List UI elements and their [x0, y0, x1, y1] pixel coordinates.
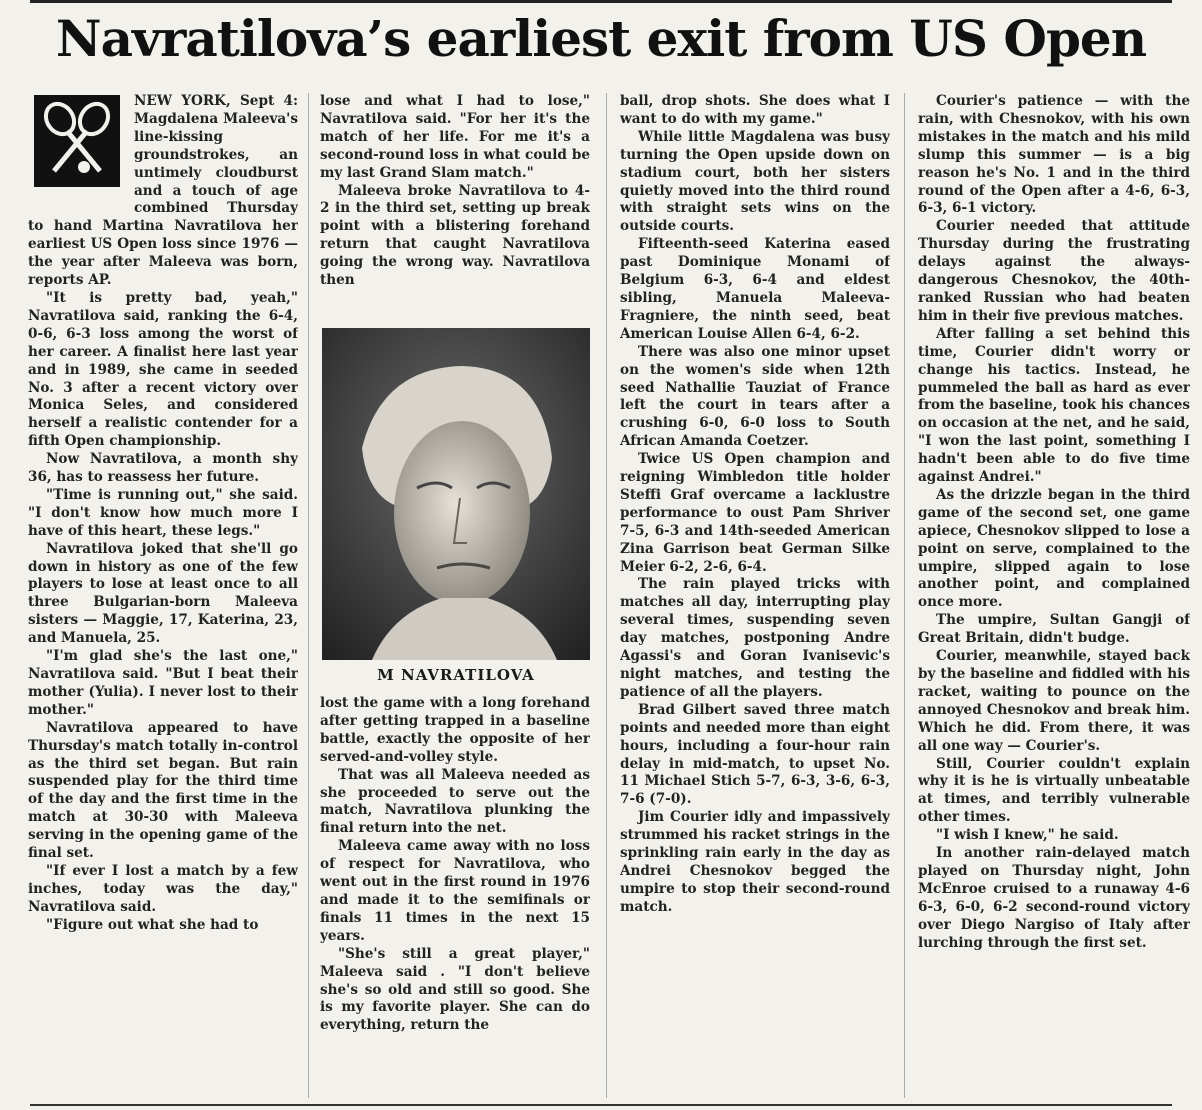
bottom-rule [30, 1104, 1172, 1106]
column-divider [904, 93, 905, 1098]
paragraph: Still, Courier couldn't explain why it is he is virtually unbeatable at times, and terribly vulnerable other times. [918, 755, 1190, 826]
paragraph: Navratilova appeared to have Thursday's match totally in-control as the third set began. But rain suspended play for the third time of the day and the first time in the match at 30-30 with Maleeva serving in the opening game of the final set. [28, 719, 298, 862]
paragraph: "Time is running out," she said. "I don't know how much more I have of this heart, these legs." [28, 486, 298, 539]
paragraph: While little Magdalena was busy turning the Open upside down on stadium court, both her sisters quietly moved into the third round with straight sets wins on the outside courts. [620, 128, 890, 235]
paragraph: Maleeva broke Navratilova to 4-2 in the third set, setting up break point with a blistering forehand return that caught Navratilova going the wrong way. Navratilova then [320, 182, 590, 289]
paragraph: The rain played tricks with matches all day, interrupting play several times, suspending seven day matches, postponing Andre Agassi's and Goran Ivanisevic's night matches, and testing the patience of all the players. [620, 576, 890, 700]
paragraph: ball, drop shots. She does what I want to do with my game." [620, 93, 890, 127]
paragraph: Brad Gilbert saved three match points and needed more than eight hours, including a four-hour rain delay in mid-match, to upset No. 11 Michael Stich 5-7, 6-3, 3-6, 6-3, 7-6 (7-0). [620, 701, 890, 808]
paragraph: Courier, meanwhile, stayed back by the baseline and fiddled with his racket, waiting to pounce on the annoyed Chesnokov and break him. Which he did. From there, it was all one way — Courier's. [918, 648, 1190, 754]
top-rule [30, 0, 1172, 3]
paragraph: After falling a set behind this time, Courier didn't worry or change his tactics. Instead, he pummeled the ball as hard as ever from the baseline, took his chances on occasion at the net, and he said, "I won the last point, something I hadn't been able to do five time against Andrei." [918, 325, 1190, 486]
paragraph: "I wish I knew," he said. [936, 827, 1119, 844]
paragraph: "Figure out what she had to [46, 916, 259, 933]
paragraph: There was also one minor upset on the women's side when 12th seed Nathallie Tauziat of France left the court in tears after a crushing 6-0, 6-0 loss to South African Amanda Coetzer. [620, 343, 890, 450]
paragraph: In another rain-delayed match played on Thursday night, John McEnroe cruised to a runaway 4-6 6-3, 6-0, 6-2 second-round victory over Diego Nargiso of Italy after lurching through the first set. [918, 845, 1190, 951]
paragraph: Jim Courier idly and impassively strummed his racket strings in the sprinkling rain early in the day as Andrei Chesnokov begged the umpire to stop their second-round match. [620, 809, 890, 915]
paragraph: The umpire, Sultan Gangji of Great Britain, didn't budge. [918, 612, 1190, 647]
paragraph: Navratilova joked that she'll go down in history as one of the few players to lose at least once to all three Bulgarian-born Maleeva sisters — Maggie, 17, Katerina, 23, and Manuela, 25. [28, 540, 298, 647]
column-divider [308, 93, 309, 1098]
column-1 [28, 93, 298, 1100]
photo-caption: M NAVRATILOVA [377, 666, 535, 684]
paragraph: lose and what I had to lose," Navratilova said. "For her it's the match of her life. For me it's a second-round loss in what could be my last Grand Slam match." [320, 93, 590, 181]
paragraph: "If ever I lost a match by a few inches, today was the day," Navratilova said. [28, 862, 298, 915]
paragraph: Maleeva came away with no loss of respect for Navratilova, who went out in the first round in 1976 and made it to the semifinals or finals 11 times in the next 15 years. [320, 838, 590, 944]
column-2-lower [320, 695, 590, 1100]
paragraph: Now Navratilova, a month shy 36, has to reassess her future. [28, 451, 298, 486]
tennis-logo [28, 93, 128, 197]
column-divider [606, 93, 607, 1098]
paragraph: lost the game with a long forehand after getting trapped in a baseline battle, exactly the opposite of her served-and-volley style. [320, 695, 590, 765]
paragraph: As the drizzle began in the third game of the second set, one game apiece, Chesnokov slipped to lose a point on serve, complained to the umpire, slipped again to lose another point, and complained once more. [918, 486, 1190, 611]
paragraph: "It is pretty bad, yeah," Navratilova said, ranking the 6-4, 0-6, 6-3 loss among the worst of her career. A finalist here last year and in 1989, she came in seeded No. 3 after a recent victory over Monica Seles, and considered herself a realistic contender for a fifth Open championship. [28, 289, 298, 450]
paragraph: Courier's patience — with the rain, with Chesnokov, with his own mistakes in the match and his mild slump this summer — is a big reason he's No. 1 and in the third round of the Open after a 4-6, 6-3, 6-3, 6-1 victory. [918, 93, 1190, 217]
paragraph: Courier needed that attitude Thursday during the frustrating delays against the always-dangerous Chesnokov, the 40th-ranked Russian who had beaten him in their five previous matches. [918, 218, 1190, 324]
navratilova-photo [322, 328, 590, 660]
paragraph: "I'm glad she's the last one," Navratilova said. "But I beat their mother (Yulia). I never lost to their mother." [28, 648, 298, 718]
headline: Navratilova’s earliest exit from US Open [55, 9, 1147, 68]
column-3 [620, 93, 890, 1100]
column-2-upper [320, 93, 590, 323]
paragraph: Twice US Open champion and reigning Wimbledon title holder Steffi Graf overcame a lacklustre performance to oust Pam Shriver 7-5, 6-3 and 14th-seeded American Zina Garrison beat German Silke Meier 6-2, 2-6, 6-4. [620, 451, 890, 575]
paragraph: That was all Maleeva needed as she proceeded to serve out the match, Navratilova plunking the final return into the net. [320, 766, 590, 837]
column-4 [918, 93, 1190, 1100]
paragraph: Fifteenth-seed Katerina eased past Dominique Monami of Belgium 6-3, 6-4 and eldest sibling, Manuela Maleeva-Fragniere, the ninth seed, beat American Louise Allen 6-4, 6-2. [620, 236, 890, 342]
paragraph: "She's still a great player," Maleeva said . "I don't believe she's so old and still so good. She is my favorite player. She can do everything, return the [320, 945, 590, 1034]
paragraph: NEW YORK, Sept 4: Magdalena Maleeva's line-kissing groundstrokes, an untimely cloudburst and a touch of age combined Thursday to hand Martina Navratilova her earliest US Open loss since 1976 — the year after Maleeva was born, reports AP. [28, 93, 298, 289]
tennis-rackets-icon [34, 95, 120, 187]
